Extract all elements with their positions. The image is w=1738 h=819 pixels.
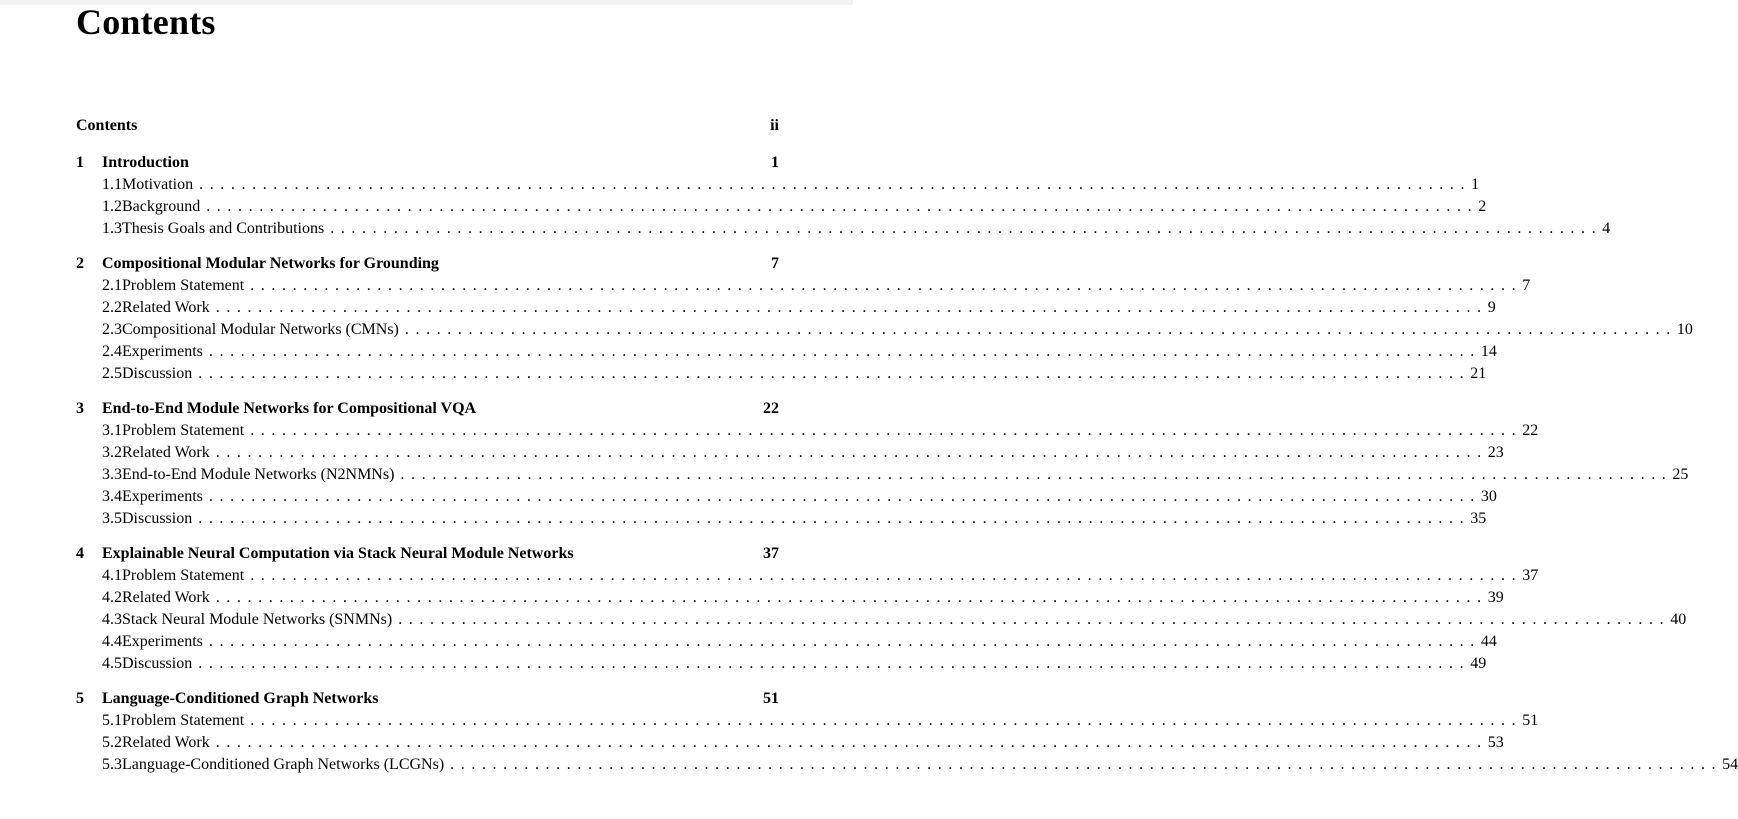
section-title: Related Work: [122, 734, 210, 751]
section-number: 2.1: [102, 277, 122, 294]
dot-leader: ........................................................................................................................: [215, 734, 1488, 751]
section-page: 53: [1487, 734, 1504, 751]
section-title: Problem Statement: [122, 422, 245, 439]
section-entry[interactable]: [76, 442, 1504, 464]
section-title: Experiments: [122, 488, 203, 505]
section-number: 1.3: [102, 220, 122, 237]
section-number: 4.3: [102, 611, 122, 628]
section-page: 30: [1480, 488, 1497, 505]
section-number: 1.1: [102, 176, 122, 193]
section-page: 9: [1487, 299, 1496, 316]
section-page: 49: [1470, 655, 1487, 672]
section-number: 4.1: [102, 567, 122, 584]
section-page: 10: [1676, 321, 1693, 338]
section-page: 37: [1522, 567, 1539, 584]
section-number: 2.3: [102, 321, 122, 338]
chapter-heading[interactable]: [76, 253, 779, 275]
section-page: 21: [1470, 365, 1487, 382]
section-title: Problem Statement: [122, 277, 245, 294]
chapter-block: [76, 152, 1611, 240]
section-title: End-to-End Module Networks (N2NMNs): [122, 466, 395, 483]
section-page: 39: [1487, 589, 1504, 606]
section-entry[interactable]: [76, 631, 1497, 653]
section-number: 5.3: [102, 756, 122, 773]
dot-leader: ........................................................................................................................: [250, 567, 1523, 584]
section-number: 3.4: [102, 488, 122, 505]
section-entry[interactable]: [76, 732, 1504, 754]
section-entry[interactable]: [76, 565, 1539, 587]
section-title: Experiments: [122, 343, 203, 360]
chapter-heading[interactable]: [76, 688, 779, 710]
section-entry[interactable]: [76, 587, 1504, 609]
section-entry[interactable]: [76, 464, 1689, 486]
section-title: Discussion: [122, 510, 193, 527]
section-number: 4.2: [102, 589, 122, 606]
dot-leader: ........................................................................................................................: [215, 299, 1488, 316]
chapter-heading[interactable]: [76, 543, 779, 565]
chapter-title: Explainable Neural Computation via Stack Neural Module Networks: [102, 545, 574, 562]
section-number: 4.5: [102, 655, 122, 672]
section-page: 35: [1470, 510, 1487, 527]
dot-leader: ........................................................................................................................: [198, 510, 1471, 527]
chapter-number: 5: [76, 690, 84, 707]
chapter-title: Language-Conditioned Graph Networks: [102, 690, 379, 707]
dot-leader: ........................................................................................................................: [250, 422, 1523, 439]
section-title: Motivation: [122, 176, 194, 193]
dot-leader: ........................................................................................................................: [400, 466, 1673, 483]
section-page: 40: [1670, 611, 1687, 628]
table-of-contents: [76, 114, 1738, 789]
section-entry[interactable]: [76, 297, 1496, 319]
toc-entry-title: Contents: [76, 117, 138, 134]
chapter-number: 3: [76, 400, 84, 417]
section-title: Background: [122, 198, 201, 215]
dot-leader: ........................................................................................................................: [206, 198, 1479, 215]
dot-leader: ........................................................................................................................: [208, 488, 1481, 505]
dot-leader: ........................................................................................................................: [398, 611, 1671, 628]
section-title: Related Work: [122, 444, 210, 461]
section-entry[interactable]: [76, 754, 1738, 776]
section-page: 54: [1722, 756, 1738, 773]
section-entry[interactable]: [76, 319, 1693, 341]
chapter-number: 1: [76, 154, 84, 171]
section-title: Compositional Modular Networks (CMNs): [122, 321, 399, 338]
dot-leader: ........................................................................................................................: [250, 712, 1523, 729]
section-entry[interactable]: [76, 420, 1539, 442]
chapter-title: End-to-End Module Networks for Compositional VQA: [102, 400, 477, 417]
section-title: Language-Conditioned Graph Networks (LCGNs): [122, 756, 445, 773]
dot-leader: ........................................................................................................................: [330, 220, 1603, 237]
section-title: Thesis Goals and Contributions: [122, 220, 325, 237]
section-number: 5.2: [102, 734, 122, 751]
section-entry[interactable]: [76, 341, 1497, 363]
dot-leader: ........................................................................................................................: [198, 655, 1471, 672]
section-entry[interactable]: [76, 196, 1487, 218]
section-page: 23: [1487, 444, 1504, 461]
chapter-page: 51: [763, 690, 779, 707]
toc-entry-contents[interactable]: [76, 114, 779, 138]
section-entry[interactable]: [76, 363, 1487, 385]
dot-leader: ........................................................................................................................: [198, 365, 1471, 382]
page-title: Contents: [76, 2, 216, 42]
section-number: 3.2: [102, 444, 122, 461]
section-page: 1: [1471, 176, 1480, 193]
section-entry[interactable]: [76, 653, 1487, 675]
section-title: Problem Statement: [122, 712, 245, 729]
chapter-page: 22: [763, 400, 779, 417]
chapter-block: [76, 688, 1738, 776]
toc-entry-page: ii: [770, 117, 779, 134]
section-entry[interactable]: [76, 174, 1480, 196]
chapter-number: 4: [76, 545, 84, 562]
dot-leader: ........................................................................................................................: [208, 343, 1481, 360]
section-title: Stack Neural Module Networks (SNMNs): [122, 611, 393, 628]
section-entry[interactable]: [76, 609, 1687, 631]
section-page: 22: [1522, 422, 1539, 439]
section-number: 5.1: [102, 712, 122, 729]
section-entry[interactable]: [76, 508, 1487, 530]
section-entry[interactable]: [76, 486, 1497, 508]
section-page: 2: [1478, 198, 1487, 215]
chapter-page: 1: [771, 154, 779, 171]
section-title: Problem Statement: [122, 567, 245, 584]
section-number: 4.4: [102, 633, 122, 650]
chapter-heading[interactable]: [76, 398, 779, 420]
section-page: 51: [1522, 712, 1539, 729]
dot-leader: ........................................................................................................................: [199, 176, 1472, 193]
section-entry[interactable]: [76, 710, 1539, 732]
dot-leader: ........................................................................................................................: [208, 633, 1481, 650]
section-title: Related Work: [122, 589, 210, 606]
section-page: 14: [1480, 343, 1497, 360]
section-number: 1.2: [102, 198, 122, 215]
section-title: Related Work: [122, 299, 210, 316]
chapter-block: [76, 543, 1687, 675]
section-title: Experiments: [122, 633, 203, 650]
chapter-page: 37: [763, 545, 779, 562]
chapter-page: 7: [771, 255, 779, 272]
dot-leader: ........................................................................................................................: [215, 444, 1488, 461]
dot-leader: ........................................................................................................................: [215, 589, 1488, 606]
chapter-title: Compositional Modular Networks for Grounding: [102, 255, 439, 272]
section-number: 3.3: [102, 466, 122, 483]
section-entry[interactable]: [76, 218, 1611, 240]
section-entry[interactable]: [76, 275, 1531, 297]
section-number: 3.5: [102, 510, 122, 527]
section-number: 2.2: [102, 299, 122, 316]
dot-leader: ........................................................................................................................: [250, 277, 1523, 294]
chapter-block: [76, 253, 1693, 385]
section-page: 25: [1672, 466, 1689, 483]
section-title: Discussion: [122, 365, 193, 382]
section-number: 3.1: [102, 422, 122, 439]
section-number: 2.5: [102, 365, 122, 382]
dot-leader: ........................................................................................................................: [404, 321, 1677, 338]
section-page: 4: [1602, 220, 1611, 237]
chapter-block: [76, 398, 1689, 530]
chapter-title: Introduction: [102, 154, 189, 171]
section-title: Discussion: [122, 655, 193, 672]
section-number: 2.4: [102, 343, 122, 360]
section-page: 7: [1522, 277, 1531, 294]
chapter-number: 2: [76, 255, 84, 272]
section-page: 44: [1480, 633, 1497, 650]
chapter-heading[interactable]: [76, 152, 779, 174]
dot-leader: ........................................................................................................................: [450, 756, 1723, 773]
